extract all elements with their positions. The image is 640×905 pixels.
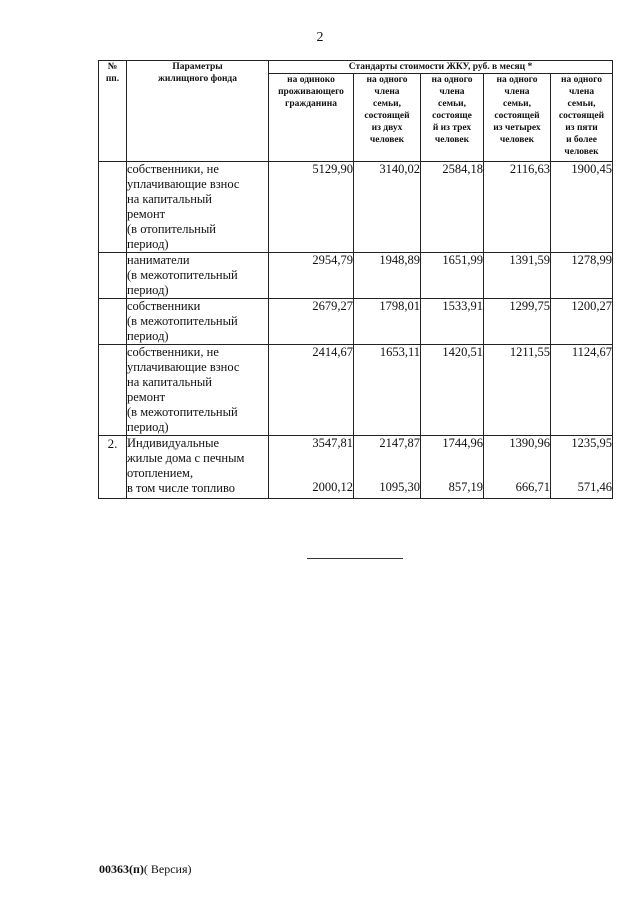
total-value: 2147,87 <box>379 436 420 450</box>
parameter-line: Индивидуальные <box>127 436 220 450</box>
subheader-line: члена <box>374 87 400 97</box>
subheader-line: члена <box>439 87 465 97</box>
subheader-line: на одного <box>431 75 473 85</box>
value-cell: 2584,18 <box>421 162 484 253</box>
subheader-line: из двух <box>371 123 403 133</box>
table-row <box>99 253 613 299</box>
parameter-line: (в отопительный <box>127 222 216 236</box>
table-row <box>99 299 613 345</box>
parameter-line: на капитальный <box>127 192 212 206</box>
subheader-line: семьи, <box>503 99 531 109</box>
subheader-line: состоящей <box>364 111 410 121</box>
fuel-value: 857,19 <box>448 480 483 494</box>
parameter-line: период) <box>127 329 169 343</box>
header-parameters-line: жилищного фонда <box>158 74 237 84</box>
value-cell: 2679,27 <box>269 299 354 345</box>
subheader-line: семьи, <box>438 99 466 109</box>
value-cell: 2116,63 <box>484 162 551 253</box>
subheader-family-two <box>354 74 421 162</box>
row-number: 2. <box>99 436 127 499</box>
header-parameters-line: Параметры <box>172 62 223 72</box>
parameter-line: наниматели <box>127 253 190 267</box>
value-cell: 5129,90 <box>269 162 354 253</box>
total-value: 1235,95 <box>571 436 613 450</box>
subheader-line: из пяти <box>565 123 598 133</box>
row-parameter <box>127 436 269 499</box>
value-cell: 1900,45 <box>551 162 613 253</box>
fuel-value: 571,46 <box>577 480 613 494</box>
value-cell: 2954,79 <box>269 253 354 299</box>
parameter-line: в том числе топливо <box>127 481 236 495</box>
subheader-line: из четырех <box>493 123 541 133</box>
parameter-line: период) <box>127 283 169 297</box>
table-row <box>99 436 613 499</box>
parameter-line: период) <box>127 420 169 434</box>
total-value: 1390,96 <box>509 436 550 450</box>
subheader-line: проживающего <box>278 87 344 97</box>
value-cell: 1124,67 <box>551 345 613 436</box>
total-value: 3547,81 <box>312 436 353 450</box>
subheader-line: на одиноко <box>287 75 335 85</box>
subheader-line: семьи, <box>567 99 596 109</box>
subheader-family-five <box>551 74 613 162</box>
value-cell <box>551 436 613 499</box>
value-cell: 1798,01 <box>354 299 421 345</box>
subheader-line: гражданина <box>285 99 337 109</box>
value-cell: 1299,75 <box>484 299 551 345</box>
row-number <box>99 162 127 253</box>
subheader-line: и более <box>566 135 597 145</box>
row-parameter <box>127 253 269 299</box>
parameter-line: на капитальный <box>127 375 212 389</box>
parameter-line: собственники <box>127 299 201 313</box>
value-cell: 1533,91 <box>421 299 484 345</box>
value-cell: 2414,67 <box>269 345 354 436</box>
row-number <box>99 253 127 299</box>
subheader-line: члена <box>504 87 530 97</box>
row-number <box>99 299 127 345</box>
parameter-line: ремонт <box>127 207 166 221</box>
header-parameters <box>127 61 269 162</box>
subheader-line: состоящей <box>494 111 540 121</box>
page-number: 2 <box>316 30 324 45</box>
parameter-line: (в межотопительный <box>127 268 238 282</box>
subheader-line: состоящей <box>558 111 605 121</box>
subheader-line: человек <box>499 135 535 145</box>
parameter-line: собственники, не <box>127 345 219 359</box>
parameter-line: уплачивающие взнос <box>127 177 240 191</box>
value-cell: 1420,51 <box>421 345 484 436</box>
value-cell <box>421 436 484 499</box>
parameter-line: ремонт <box>127 390 166 404</box>
subheader-family-four <box>484 74 551 162</box>
subheader-family-three <box>421 74 484 162</box>
header-standards: Стандарты стоимости ЖКУ, руб. в месяц * <box>269 61 613 74</box>
value-cell: 1653,11 <box>354 345 421 436</box>
subheader-line: состояще <box>432 111 472 121</box>
fuel-value: 666,71 <box>515 480 550 494</box>
value-cell: 1200,27 <box>551 299 613 345</box>
subheader-line: на одного <box>561 75 602 85</box>
parameter-line: период) <box>127 237 169 251</box>
parameter-line: (в межотопительный <box>127 405 238 419</box>
subheader-line: человек <box>369 135 405 145</box>
value-cell <box>484 436 551 499</box>
subheader-line: на одного <box>496 75 538 85</box>
document-footer <box>99 862 192 877</box>
header-number-line: пп. <box>105 74 120 84</box>
value-cell: 1391,59 <box>484 253 551 299</box>
value-cell: 1948,89 <box>354 253 421 299</box>
subheader-line: члена <box>568 87 595 97</box>
value-cell: 3140,02 <box>354 162 421 253</box>
value-cell: 1651,99 <box>421 253 484 299</box>
row-parameter <box>127 299 269 345</box>
separator-line <box>307 558 403 559</box>
parameter-line: собственники, не <box>127 162 219 176</box>
subheader-line: человек <box>434 135 470 145</box>
housing-cost-table <box>98 60 613 499</box>
total-value: 1744,96 <box>442 436 483 450</box>
subheader-single <box>269 74 354 162</box>
parameter-line: (в межотопительный <box>127 314 238 328</box>
fuel-value: 1095,30 <box>379 480 420 494</box>
parameter-line: отоплением, <box>127 466 194 480</box>
table-row <box>99 162 613 253</box>
value-cell: 1278,99 <box>551 253 613 299</box>
value-cell <box>354 436 421 499</box>
value-cell: 1211,55 <box>484 345 551 436</box>
row-parameter <box>127 162 269 253</box>
row-parameter <box>127 345 269 436</box>
parameter-line: жилые дома с печным <box>127 451 245 465</box>
parameter-line: уплачивающие взнос <box>127 360 240 374</box>
document-version: ( Версия) <box>143 862 192 876</box>
header-number <box>99 61 127 162</box>
row-number <box>99 345 127 436</box>
subheader-line: человек <box>564 147 599 157</box>
subheader-line: семьи, <box>373 99 401 109</box>
subheader-line: на одного <box>366 75 408 85</box>
table-row <box>99 345 613 436</box>
subheader-line: й из трех <box>432 123 472 133</box>
document-code: 00363(п) <box>99 862 144 876</box>
value-cell <box>269 436 354 499</box>
header-number-line: № <box>107 62 118 72</box>
fuel-value: 2000,12 <box>312 480 353 494</box>
